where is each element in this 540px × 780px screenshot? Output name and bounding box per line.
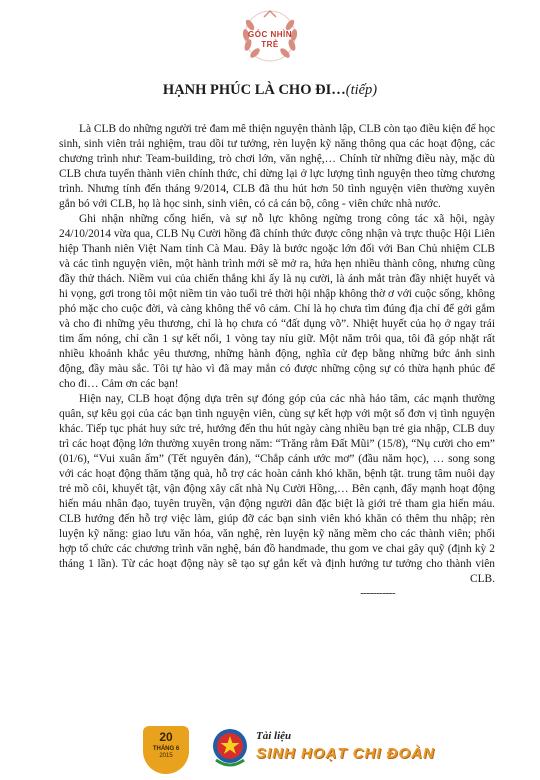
logo-line2: TRẺ <box>261 40 279 49</box>
page-number: 20 <box>159 730 173 744</box>
footer-title: SINH HOẠT CHI ĐOÀN <box>256 745 435 762</box>
logo-line1: GÓC NHÌN <box>248 30 292 39</box>
title-suffix: (tiếp) <box>345 82 378 98</box>
article-body <box>59 122 495 599</box>
paragraph-3: Hiện nay, CLB hoạt động dựa trên sự đóng góp của các nhà hảo tâm, các mạnh thường quân, sự kêu gọi của các bạn tình nguyện viên, cùng sự kết hợp với một số đơn vị tình nguyện khác. Tiếp tục phát huy sức trẻ, hướng đến thu hút ngày càng nhiều bạn trẻ gia nhập, CLB duy trì các hoạt động lớn thường xuyên trong năm: “Trăng rằm Đất Mũi” (15/8), “Nụ cười cho em” (01/6), “Vui xuân ấm” (Tết nguyên đán), “Chắp cánh ước mơ” (đầu năm học), … song song với các hoạt động thăm tặng quà, hỗ trợ các hoàn cảnh khó khăn, bệnh tật. trung tâm nuôi dạy trẻ mồ côi, khuyết tật, vận động xây cất nhà Nụ Cười Hồng,… Bên cạnh, đẩy mạnh hoạt động hiến máu nhân đạo, tuyên truyền, vận động người dân đặc biệt là giới trẻ tham gia hiến máu. CLB hướng đến hỗ trợ việc làm, giúp đỡ các bạn sinh viên khó khăn có thêm thu nhập; rèn luyện kỹ năng: giao lưu văn hóa, văn nghệ, rèn luyện kỹ năng mềm cho các thành viên; phối hợp tổ chức các chương trình văn nghệ, bán đồ handmade, thu gom ve chai gây quỹ (định kỳ 2 tháng 1 lần). Từ các hoạt động này sẽ tạo sự gắn kết và định hướng tư tưởng cho thành viên CLB. <box>59 393 495 586</box>
paragraph-1: Là CLB do những người trẻ đam mê thiện nguyện thành lập, CLB còn tạo điều kiện để học sinh, sinh viên trải nghiệm, trau dồi tư tưởng, rèn luyện kỹ năng thông qua các hoạt động, các chương trình như: Team-building, trò chơi lớn, văn nghệ,… Chính từ những điều này, mặc dù CLB chưa tuyển thành viên chính thức, chỉ dừng lại ở lực lượng tình nguyện theo từng chương trình. Nhưng tính đến tháng 9/2014, CLB đã thu hút hơn 50 tình nguyện viên thường xuyên gắn bó với CLB, họ là học sinh, sinh viên, có cả cán bộ, công - viên chức nhà nước. <box>59 123 495 211</box>
youth-union-emblem-icon <box>210 726 250 770</box>
logo <box>230 3 310 69</box>
page-badge <box>143 726 189 774</box>
title-main: HẠNH PHÚC LÀ CHO ĐI… <box>162 82 346 98</box>
article-title <box>0 82 540 99</box>
issue-month: THÁNG 6 <box>152 746 180 752</box>
paragraph-2: Ghi nhận những cống hiến, và sự nỗ lực không ngừng trong công tác xã hội, ngày 24/10/2014 vừa qua, CLB Nụ Cười hồng đã chính thức được công nhận và trực thuộc Hội Liên hiệp Thanh niên Việt Nam tỉnh Cà Mau. Đây là bước ngoặc lớn đối với Ban Chủ nhiệm CLB và các tình nguyện viên, một hành trình mới sẽ mở ra, hứa hẹn nhiều thành công, nhưng cũng đầy thử thách. Niềm vui của chiến thắng khi ấy là nụ cười, là ánh mắt tràn đầy nhiệt huyết và hi vọng, gơi trong tôi một niềm tin vào tuổi trẻ thời hội nhập không thờ ơ với cuộc sống, không phó mặc cho cuộc đời, và càng không thể vô cảm. Chỉ là họ chưa tìm đúng địa chỉ để gởi gắm và cho đi những yêu thương, chỉ là họ chưa có “đất dụng võ”. Nhiệt huyết của họ ở ngay trái tim ấm nóng, chỉ cần 1 sự kết nối, 1 vòng tay níu giữ. Một năm trôi qua, tôi đã góp nhặt rất nhiều khoảnh khắc yêu thương, những hành động, nghĩa cử đẹp bằng những bức ảnh sinh động, đầy màu sắc. Tôi tự hào vì đã may mắn có được những cộng sự có thừa hạnh phúc để cho đi… Cảm ơn các bạn! <box>59 213 495 391</box>
footer-label: Tài liệu <box>256 730 292 742</box>
divider: ----------- <box>360 587 395 600</box>
issue-year: 2015 <box>159 753 173 759</box>
